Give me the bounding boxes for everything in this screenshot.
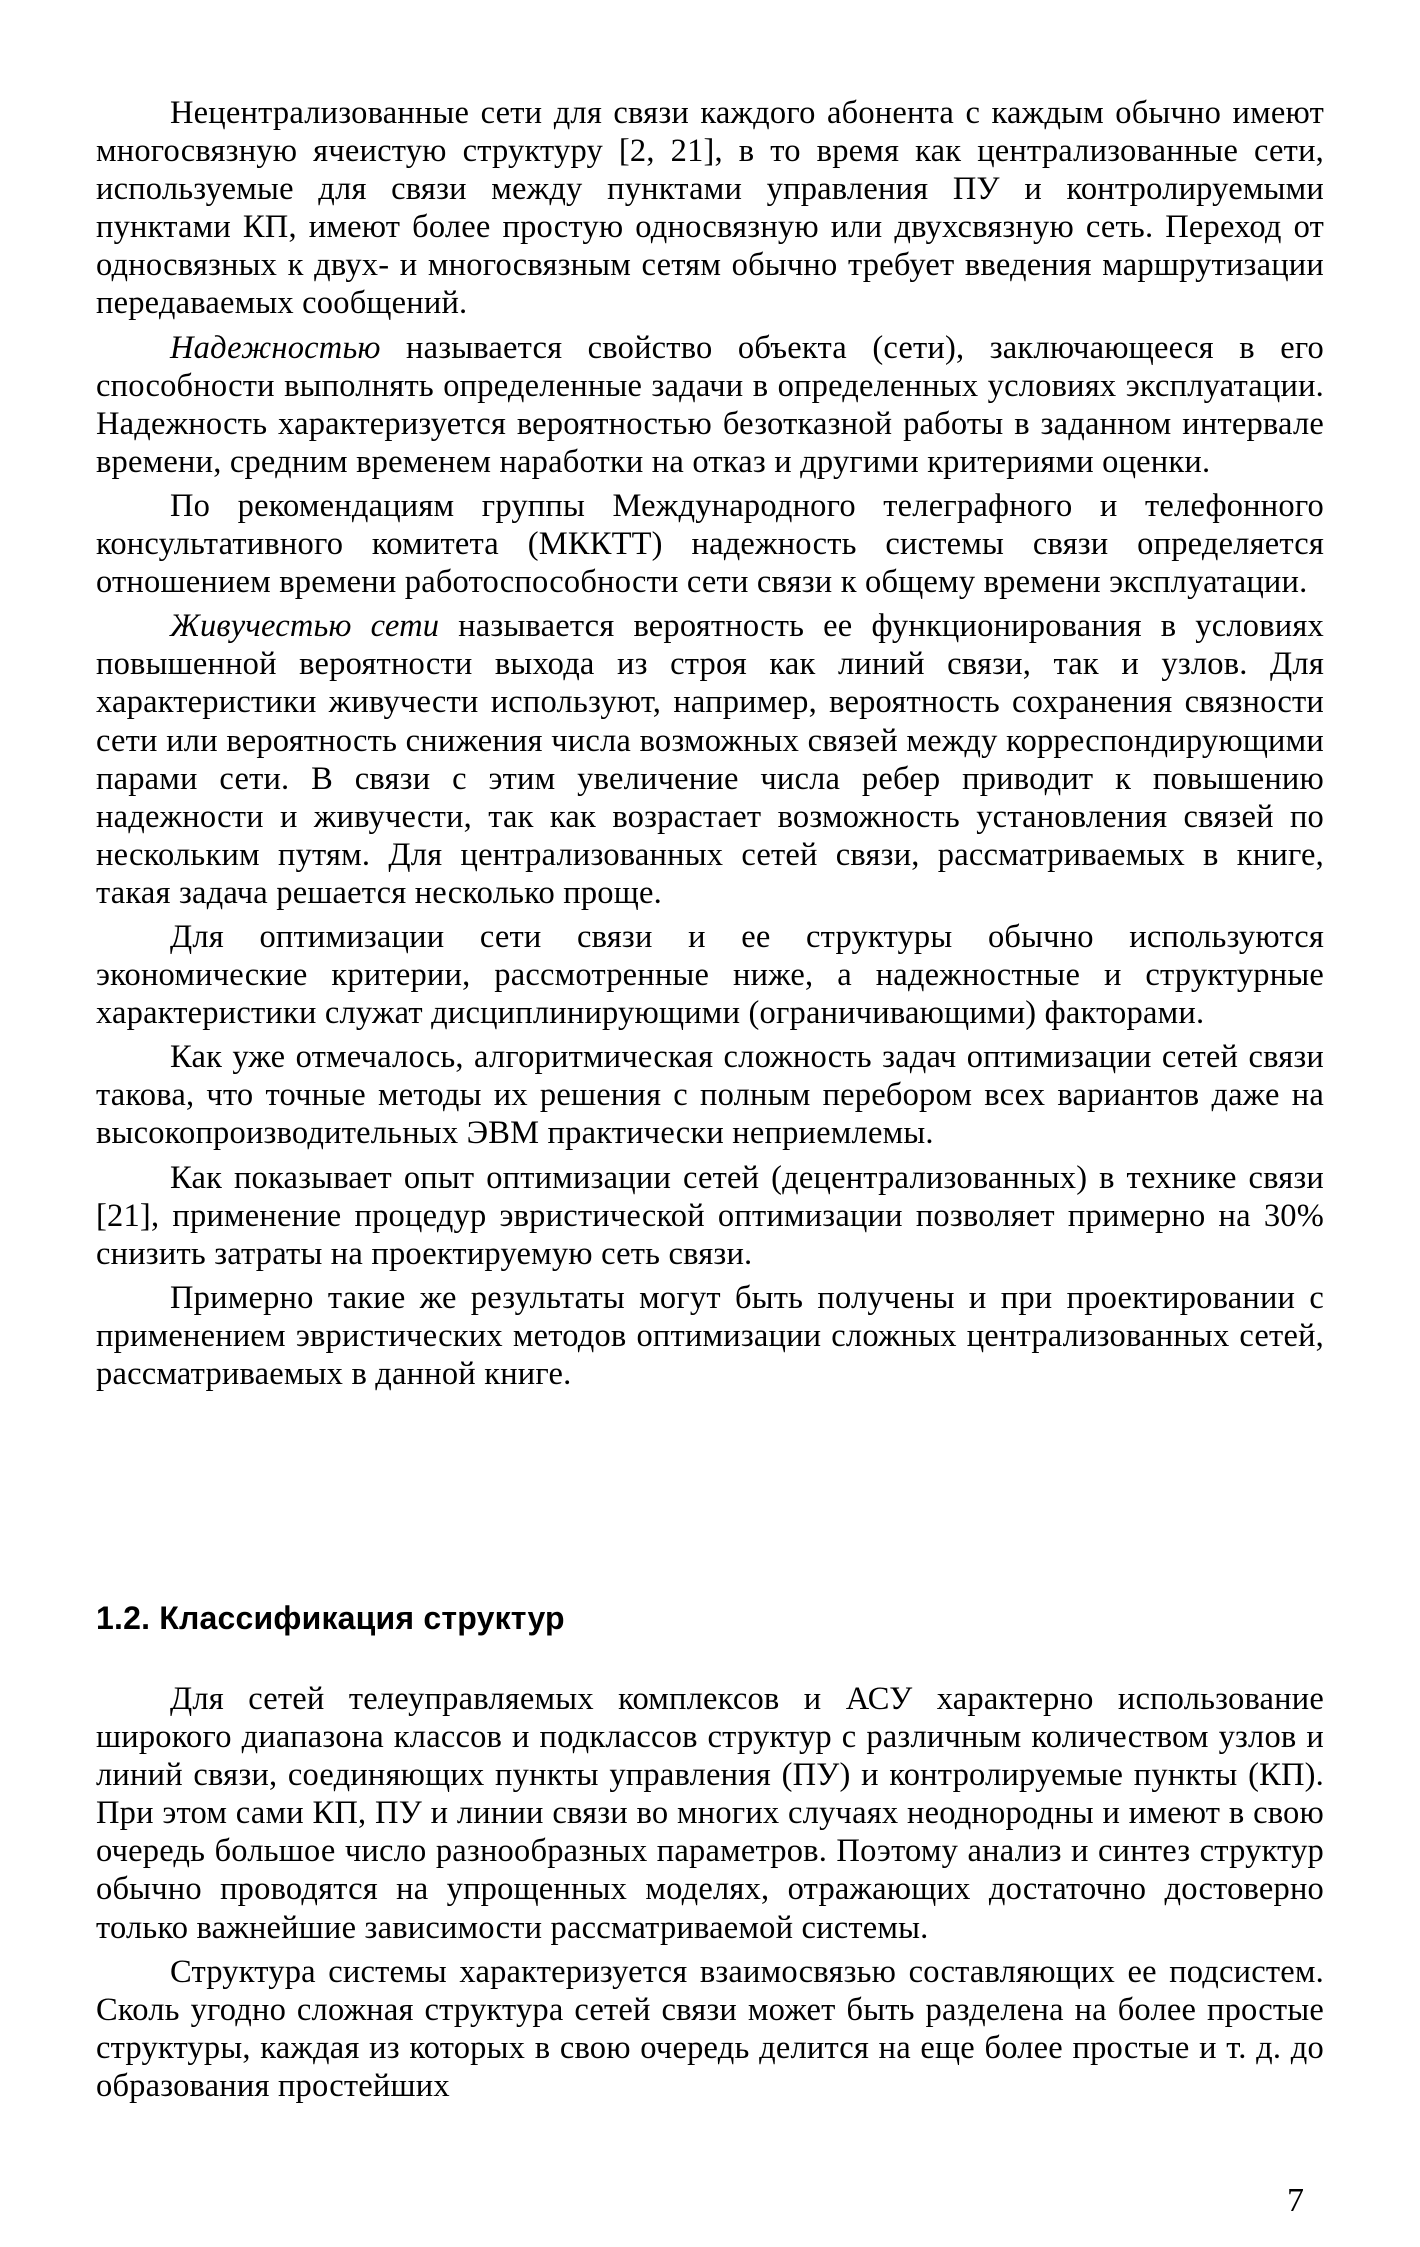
paragraph-structure-classes — [96, 1680, 1324, 1947]
term-survivability: Живучестью сети — [170, 608, 440, 645]
paragraph-text: Нецентрализованные сети для связи каждого абонента с каждым обычно имеют многосвязную ячеистую структуру [2, 21], в то время как централизованные сети, используемые для связи между пунктами управления ПУ и контролируемыми пунктами КП, имеют более простую односвязную или двухсвязную сеть. Переход от односвязных к двух- и многосвязным сетям обычно требует введения маршрутизации передаваемых сообщений. — [96, 95, 1324, 322]
paragraph-survivability — [96, 607, 1324, 912]
paragraph-text: Как уже отмечалось, алгоритмическая сложность задач оптимизации сетей связи такова, что точные методы их решения с полным перебором всех вариантов даже на высокопроизводительных ЭВМ практически неприемлемы. — [96, 1039, 1324, 1152]
paragraph-text: Как показывает опыт оптимизации сетей (децентрализованных) в технике связи [21], применение процедур эвристической оптимизации позволяет примерно на 30% снизить затраты на проектируемую сеть связи. — [96, 1159, 1324, 1272]
body-text — [96, 94, 1324, 1393]
paragraph-system-structure — [96, 1953, 1324, 2105]
paragraph-text: Для оптимизации сети связи и ее структуры обычно используются экономические критерии, рассмотренные ниже, а надежностные и структурные характеристики служат дисциплинирующими (ограничивающими) факторами. — [96, 918, 1324, 1032]
paragraph-algorithmic-complexity — [96, 1038, 1324, 1152]
paragraph-reliability — [96, 329, 1324, 481]
section-heading: 1.2. Классификация структур — [96, 1600, 565, 1636]
paragraph-text: По рекомендациям группы Международного телеграфного и телефонного консультативного комитета (МККТТ) надежность системы связи определяется отношением времени работоспособности сети связи к общему времени эксплуатации. — [96, 487, 1324, 601]
paragraph-text: называется вероятность ее функционирования в условиях повышенной вероятности выхода из строя как линий связи, так и узлов. Для характеристики живучести используют, например, вероятность сохранения связности сети или вероятность снижения числа возможных связей между корреспондирующими парами сети. В связи с этим увеличение числа ребер приводит к повышению надежности и живучести, так как возрастает возможность установления связей по нескольким путям. Для централизованных сетей связи, рассматриваемых в книге, такая задача решается несколько проще. — [96, 608, 1324, 911]
section-body — [96, 1680, 1324, 2105]
paragraph-decentralized-networks — [96, 94, 1324, 323]
paragraph-mkktt — [96, 487, 1324, 601]
paragraph-text: Структура системы характеризуется взаимосвязью составляющих ее подсистем. Сколь угодно сложная структура сетей связи может быть разделена на более простые структуры, каждая из которых в свою очередь делится на еще более простые и т. д. до образования простейших — [96, 1953, 1324, 2104]
paragraph-similar-results — [96, 1279, 1324, 1393]
paragraph-text: Для сетей телеуправляемых комплексов и АСУ характерно использование широкого диапазона классов и подклассов структур с различным количеством узлов и линий связи, соединяющих пункты управления (ПУ) и контролируемые пункты (КП). При этом сами КП, ПУ и линии связи во многих случаях неоднородны и имеют в свою очередь большое число разнообразных параметров. Поэтому анализ и синтез структур обычно проводятся на упрощенных моделях, отражающих достаточно достоверно только важнейшие зависимости рассматриваемой системы. — [96, 1681, 1324, 1946]
paragraph-heuristic-experience — [96, 1159, 1324, 1273]
term-reliability: Надежностью — [170, 329, 381, 366]
paragraph-text: Примерно такие же результаты могут быть получены и при проектировании с применением эвристических методов оптимизации сложных централизованных сетей, рассматриваемых в данной книге. — [96, 1279, 1324, 1392]
paragraph-text: называется свойство объекта (сети), заключающееся в его способности выполнять определенные задачи в определенных условиях эксплуатации. Надежность характеризуется вероятностью безотказной работы в заданном интервале времени, средним временем наработки на отказ и другими критериями оценки. — [96, 329, 1324, 480]
page-number: 7 — [1287, 2182, 1304, 2219]
paragraph-optimization-criteria — [96, 918, 1324, 1032]
